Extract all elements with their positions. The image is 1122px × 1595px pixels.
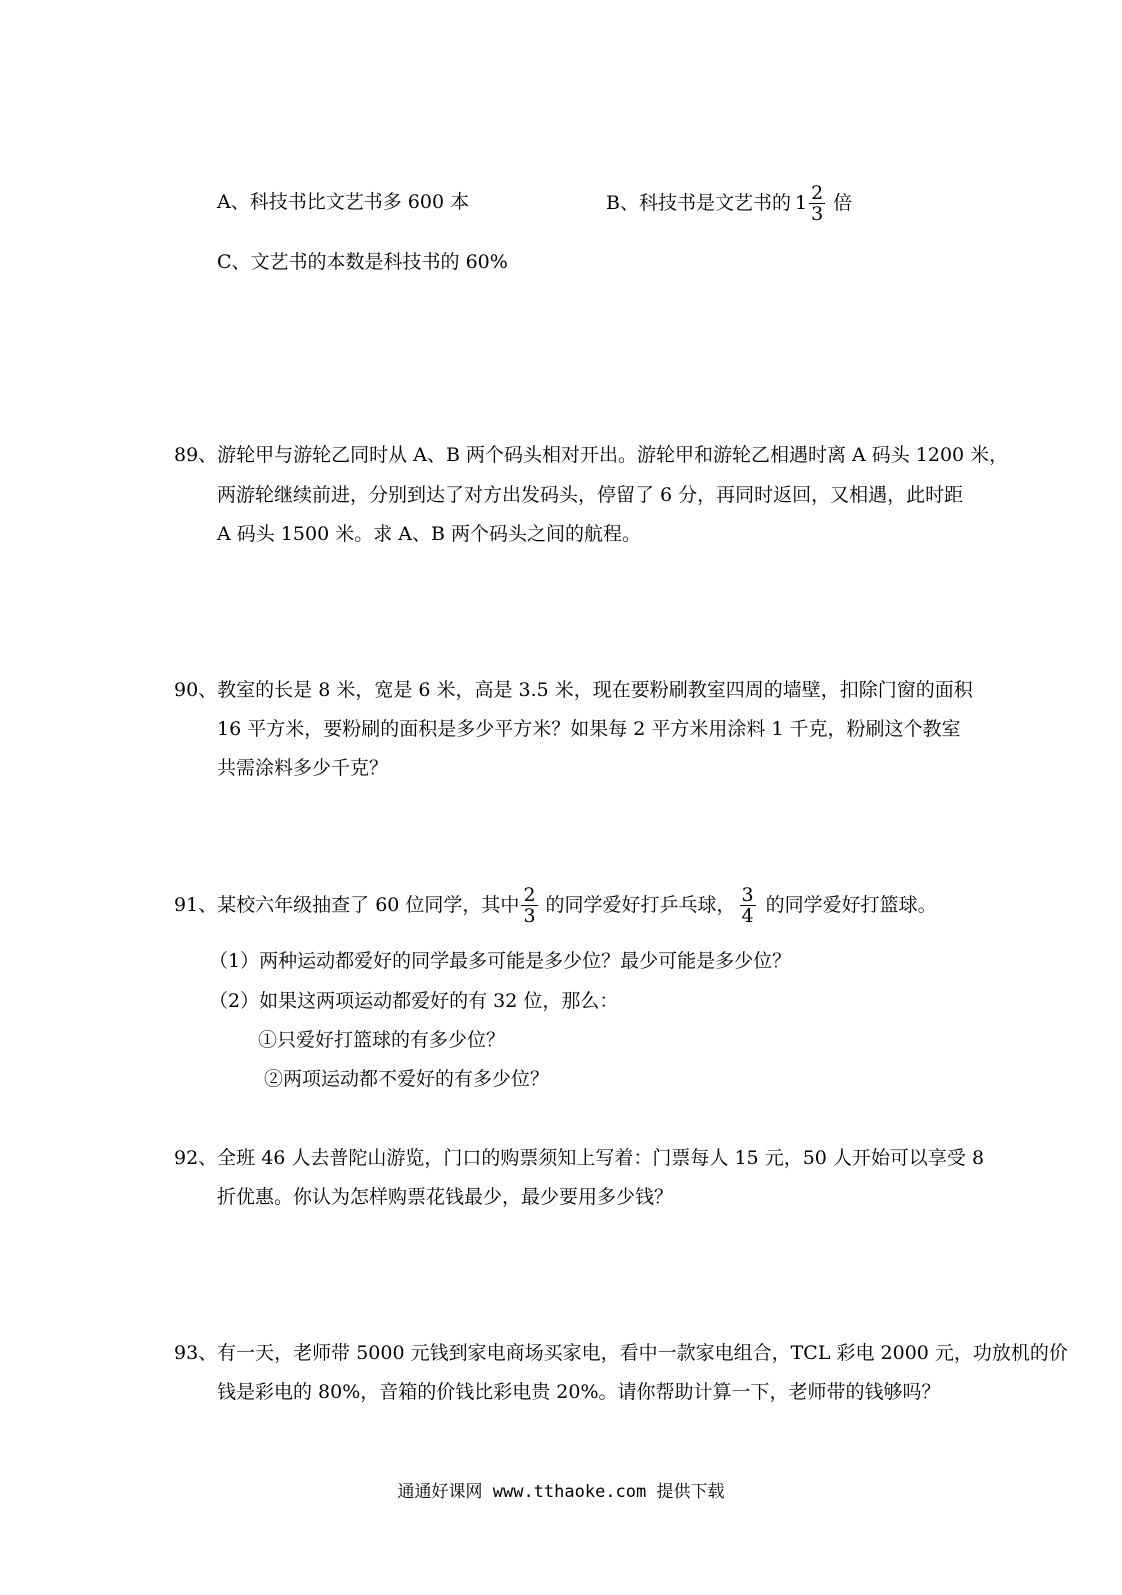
option-b-prefix: B、科技书是文艺书的 [606, 191, 791, 214]
q91-sub-2a: ①只爱好打篮球的有多少位？ [258, 1029, 506, 1051]
q92-line-2: 折优惠。你认为怎样购票花钱最少，最少要用多少钱？ [217, 1186, 674, 1208]
q91-fraction-2-numerator: 3 [741, 883, 754, 906]
q91-sub-2: （2）如果这两项运动都爱好的有 32 位，那么： [209, 990, 619, 1012]
q89-line-1: 89、游轮甲与游轮乙同时从 A、B 两个码头相对开出。游轮甲和游轮乙相遇时离 A 码头 1200 米， [174, 444, 1009, 466]
q91-fraction-2-denominator: 4 [741, 904, 754, 927]
q91-mid: 的同学爱好打乒乓球， [545, 893, 736, 916]
q91-fraction-1-numerator: 2 [523, 883, 536, 906]
q91-sub-2b: ②两项运动都不爱好的有多少位？ [264, 1068, 550, 1090]
q90-line-3: 共需涂料多少千克？ [217, 757, 389, 779]
q90-line-2: 16 平方米，要粉刷的面积是多少平方米？如果每 2 平方米用涂料 1 千克，粉刷这个教室 [217, 718, 961, 740]
option-b [606, 183, 852, 223]
q92-line-1: 92、全班 46 人去普陀山游览，门口的购票须知上写着：门票每人 15 元，50 人开始可以享受 8 [174, 1147, 985, 1169]
q91-sub-1: （1）两种运动都爱好的同学最多可能是多少位？最少可能是多少位？ [209, 950, 792, 972]
option-b-fraction [809, 183, 825, 224]
option-b-whole: 1 [794, 191, 808, 214]
q91-fraction-1-denominator: 3 [523, 904, 536, 927]
q93-line-1: 93、有一天，老师带 5000 元钱到家电商场买家电，看中一款家电组合，TCL 彩电 2000 元，功放机的价 [174, 1342, 1068, 1364]
option-b-numerator: 2 [811, 181, 824, 204]
q91-prefix: 91、某校六年级抽查了 60 位同学，其中 [174, 893, 520, 916]
option-b-suffix: 倍 [833, 191, 853, 214]
page-footer: 通通好课网 www.tthaoke.com 提供下载 [397, 1482, 725, 1502]
q89-line-2: 两游轮继续前进，分别到达了对方出发码头，停留了 6 分，再同时返回，又相遇，此时距 [217, 484, 964, 506]
q91-fraction-1 [521, 885, 537, 926]
q91-suffix: 的同学爱好打篮球。 [765, 893, 937, 916]
q93-line-2: 钱是彩电的 80%，音箱的价钱比彩电贵 20%。请你帮助计算一下，老师带的钱够吗？ [217, 1381, 941, 1403]
q91-fraction-2 [740, 885, 756, 926]
option-c: C、文艺书的本数是科技书的 60% [217, 251, 508, 273]
q90-line-1: 90、教室的长是 8 米，宽是 6 米，高是 3.5 米，现在要粉刷教室四周的墙壁，扣除门窗的面积 [174, 679, 973, 701]
option-b-denominator: 3 [811, 202, 824, 225]
q91-line-1 [174, 884, 937, 926]
q89-line-3: A 码头 1500 米。求 A、B 两个码头之间的航程。 [217, 523, 641, 545]
option-a: A、科技书比文艺书多 600 本 [217, 191, 470, 213]
